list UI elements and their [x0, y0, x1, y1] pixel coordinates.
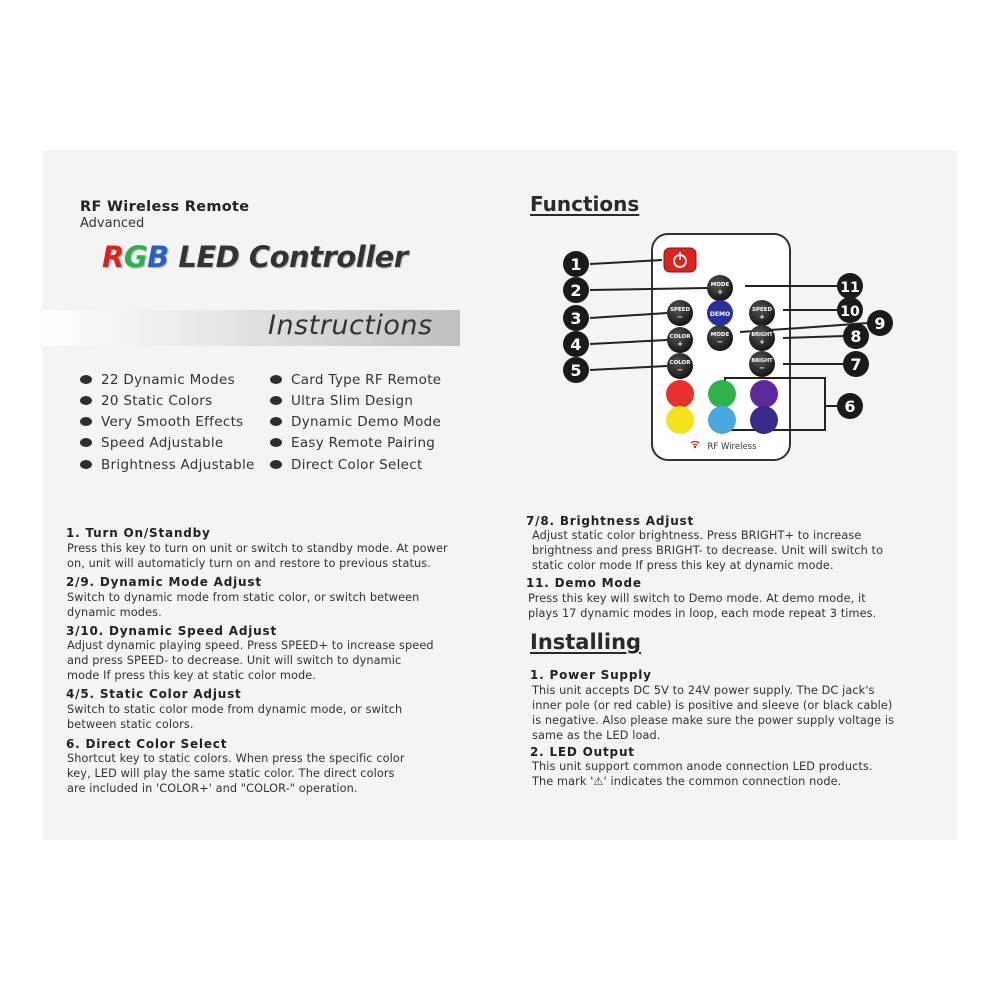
feature-label: Card Type RF Remote	[291, 372, 442, 388]
title-letter-r: R	[102, 240, 124, 274]
callout-6	[837, 393, 863, 419]
feature-item	[270, 393, 413, 409]
product-title	[102, 240, 408, 274]
product-line: RF Wireless Remote	[80, 199, 250, 215]
feature-label: Ultra Slim Design	[291, 393, 414, 409]
callout-label: 7	[850, 355, 862, 374]
feature-label: Very Smooth Effects	[101, 414, 244, 430]
section-heading-speed: 3/10. Dynamic Speed Adjust	[66, 624, 277, 638]
callout-label: 9	[874, 314, 886, 333]
bullet-icon	[80, 417, 92, 426]
section-body-turn-on: Press this key to turn on unit or switch to standby mode. At power on, unit will automaticly turn on and restore to previous status.	[67, 542, 448, 570]
svg-text:MODE: MODE	[710, 282, 730, 288]
section-heading-static-color: 4/5. Static Color Adjust	[66, 687, 242, 701]
svg-text:DEMO: DEMO	[709, 311, 731, 318]
speed-minus-button[interactable]	[667, 300, 693, 326]
svg-text:+: +	[677, 340, 683, 348]
svg-text:BRIGHT: BRIGHT	[751, 332, 773, 338]
callout-label: 11	[840, 280, 860, 296]
feature-label: Speed Adjustable	[101, 435, 224, 451]
callout-7	[843, 351, 869, 377]
feature-item	[80, 435, 224, 451]
bright-plus-button[interactable]	[749, 325, 775, 351]
section-heading-turn-on: 1. Turn On/Standby	[66, 526, 211, 540]
svg-text:RF Wireless: RF Wireless	[707, 442, 757, 452]
section-heading-power-supply: 1. Power Supply	[530, 668, 652, 682]
callout-label: 10	[840, 304, 860, 320]
color-minus-button[interactable]	[667, 353, 693, 379]
svg-text:+: +	[759, 313, 765, 321]
section-body-dynamic-mode: Switch to dynamic mode from static color, or switch between dynamic modes.	[67, 591, 420, 619]
callout-label: 1	[570, 255, 582, 274]
svg-text:−: −	[759, 364, 765, 372]
instructions-title: Instructions	[268, 310, 433, 341]
feature-item	[270, 414, 441, 430]
svg-text:+: +	[759, 338, 765, 346]
mode-plus-button[interactable]	[707, 275, 733, 301]
bullet-icon	[80, 375, 92, 384]
color-button-red[interactable]	[666, 380, 694, 408]
callout-11	[837, 273, 863, 299]
feature-item	[80, 372, 235, 388]
feature-label: Brightness Adjustable	[101, 457, 255, 473]
feature-item	[80, 457, 255, 473]
callout-label: 2	[570, 281, 582, 300]
bullet-icon	[270, 417, 282, 426]
callout-5	[563, 357, 589, 383]
callout-label: 4	[570, 335, 582, 354]
section-body-direct-color: Shortcut key to static colors. When press the specific color key, LED will play the same static color. The direct colors are included in 'COLOR+' and "COLOR-" operation.	[67, 752, 405, 795]
color-button-cyan[interactable]	[708, 406, 736, 434]
color-button-green[interactable]	[708, 380, 736, 408]
power-button[interactable]	[664, 248, 696, 272]
feature-item	[270, 372, 441, 388]
callout-4	[563, 331, 589, 357]
callout-3	[563, 305, 589, 331]
callout-label: 5	[570, 361, 582, 380]
callout-1	[563, 251, 589, 277]
svg-text:−: −	[677, 366, 683, 374]
section-body-speed: Adjust dynamic playing speed. Press SPEED+ to increase speed and press SPEED- to decrease. Unit will switch to dynamic mode If press this key at static color mode.	[67, 639, 434, 682]
svg-text:−: −	[677, 313, 683, 321]
section-body-led-output: This unit support common anode connection LED products. The mark '⚠' indicates the common connection node.	[532, 760, 873, 788]
product-subtitle: Advanced	[80, 216, 145, 231]
color-button-yellow[interactable]	[666, 406, 694, 434]
bullet-icon	[270, 396, 282, 405]
color-buttons	[666, 380, 778, 434]
feature-item	[80, 393, 212, 409]
color-button-violet[interactable]	[750, 406, 778, 434]
section-heading-led-output: 2. LED Output	[530, 745, 635, 759]
bullet-icon	[80, 396, 92, 405]
bullet-icon	[270, 460, 282, 469]
svg-text:COLOR: COLOR	[669, 360, 691, 366]
bright-minus-button[interactable]	[749, 351, 775, 377]
color-button-purple[interactable]	[750, 380, 778, 408]
svg-text:COLOR: COLOR	[669, 334, 691, 340]
speed-plus-button[interactable]	[749, 300, 775, 326]
title-rest: LED Controller	[168, 240, 408, 274]
remote-diagram	[550, 230, 970, 470]
functions-heading: Functions	[530, 192, 640, 216]
bullet-icon	[270, 375, 282, 384]
svg-text:SPEED: SPEED	[669, 307, 691, 313]
svg-text:BRIGHT: BRIGHT	[751, 358, 773, 364]
callout-10	[837, 297, 863, 323]
section-heading-demo: 11. Demo Mode	[526, 576, 642, 590]
feature-label: Dynamic Demo Mode	[291, 414, 442, 430]
section-heading-brightness: 7/8. Brightness Adjust	[526, 514, 695, 528]
section-heading-dynamic-mode: 2/9. Dynamic Mode Adjust	[66, 575, 262, 589]
callout-9	[867, 310, 893, 336]
bullet-icon	[80, 438, 92, 447]
feature-item	[80, 414, 244, 430]
svg-text:+: +	[717, 288, 723, 296]
callout-label: 6	[844, 397, 856, 416]
svg-text:MODE: MODE	[710, 332, 730, 338]
svg-text:SPEED: SPEED	[751, 307, 773, 313]
color-plus-button[interactable]	[667, 327, 693, 353]
title-letter-b: B	[147, 240, 169, 274]
feature-item	[270, 435, 435, 451]
section-body-demo: Press this key will switch to Demo mode. At demo mode, it plays 17 dynamic modes in loop, each mode repeat 3 times.	[528, 592, 877, 620]
bullet-icon	[80, 460, 92, 469]
callout-8	[843, 323, 869, 349]
mode-minus-button[interactable]	[707, 325, 733, 351]
feature-label: Easy Remote Pairing	[291, 435, 436, 451]
title-letter-g: G	[123, 240, 148, 274]
section-body-static-color: Switch to static color mode from dynamic mode, or switch between static colors.	[67, 703, 403, 731]
section-body-brightness: Adjust static color brightness. Press BRIGHT+ to increase brightness and press BRIGHT- to decrease. Unit will switch to static color mode If press this key at dynamic mode.	[532, 529, 884, 572]
callout-label: 8	[850, 327, 862, 346]
feature-label: Direct Color Select	[291, 457, 423, 473]
installing-heading: Installing	[530, 630, 642, 654]
svg-text:−: −	[717, 338, 723, 346]
demo-button[interactable]	[707, 300, 733, 326]
feature-item	[270, 457, 423, 473]
callout-label: 3	[570, 309, 582, 328]
callout-2	[563, 277, 589, 303]
feature-label: 22 Dynamic Modes	[101, 372, 235, 388]
feature-label: 20 Static Colors	[101, 393, 213, 409]
bullet-icon	[270, 438, 282, 447]
section-heading-direct-color: 6. Direct Color Select	[66, 737, 228, 751]
section-body-power-supply: This unit accepts DC 5V to 24V power supply. The DC jack's inner pole (or red cable) is positive and sleeve (or black cable) is negative. Also please make sure the power supply voltage is same as the LED load.	[532, 684, 895, 742]
